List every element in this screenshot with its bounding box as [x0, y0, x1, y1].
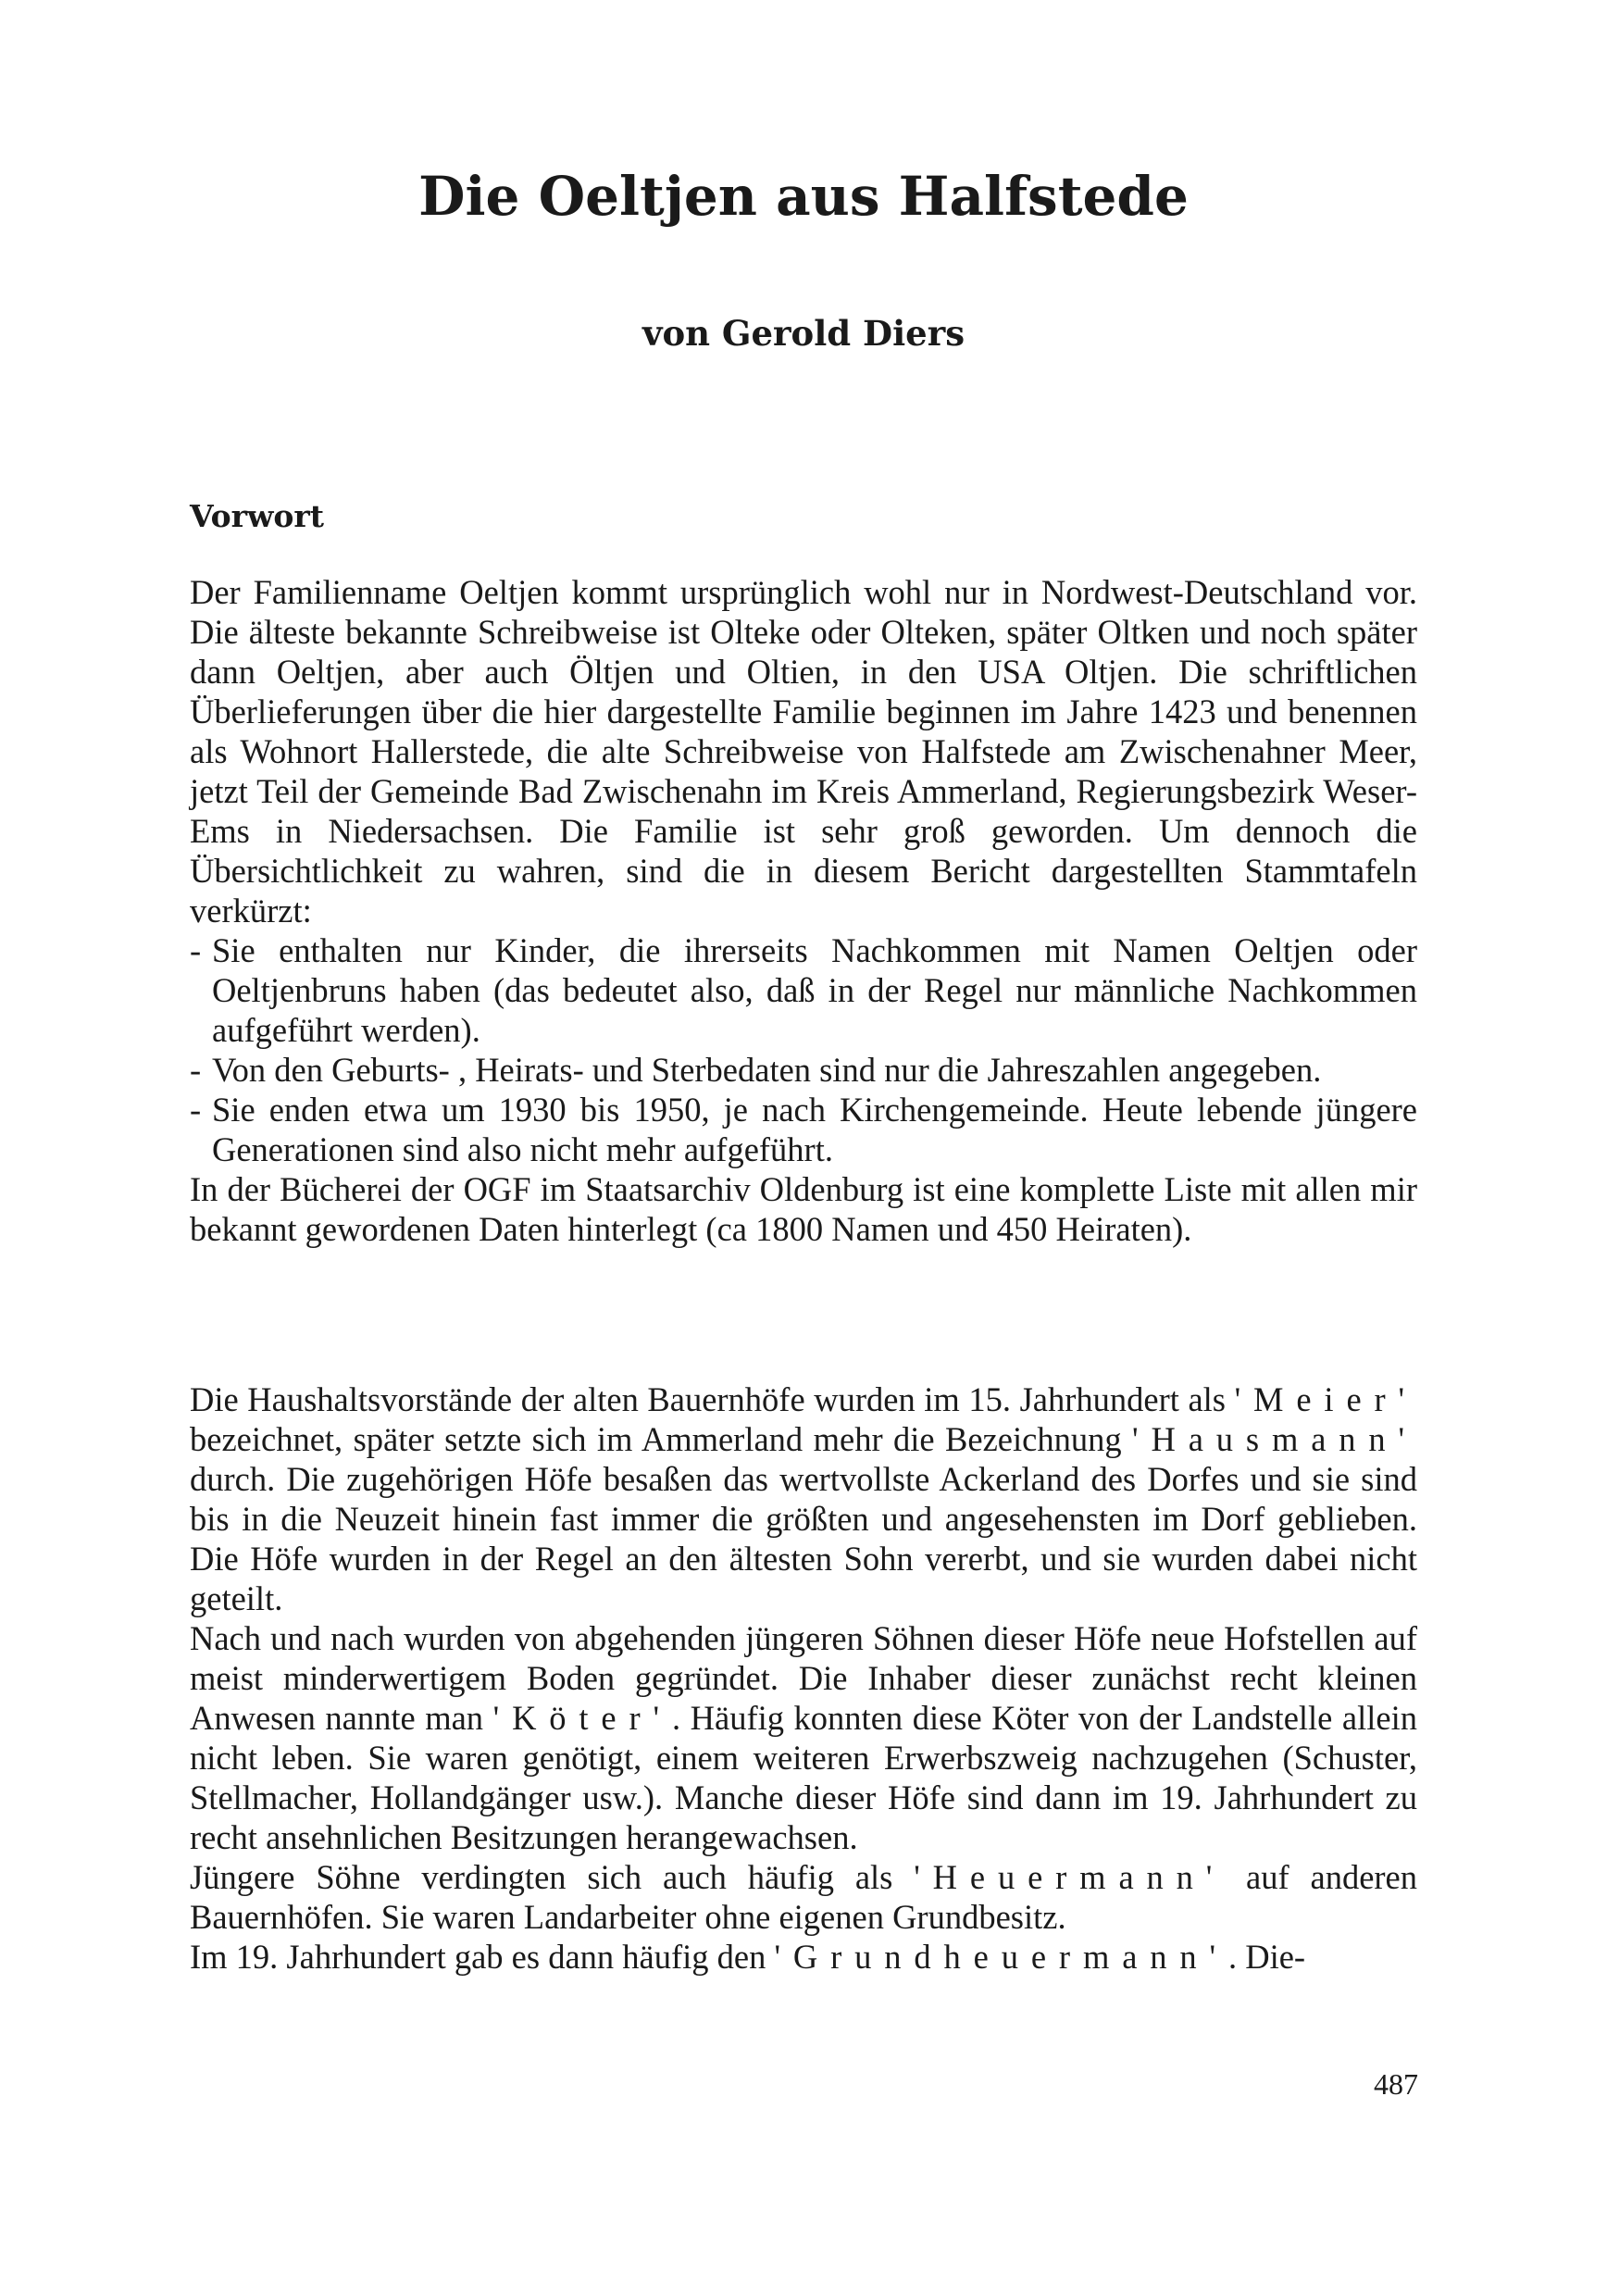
- text-run: Nach und nach wurden von abgehenden jüngeren Söhnen dieser Höfe neue Hofstellen auf meist minderwertigem Boden gegründet. Die Inhaber dieser zunächst recht kleinen Anwesen nannte man: [190, 1619, 1417, 1737]
- bullet-marker: -: [190, 1091, 202, 1129]
- body-paragraph-2: [190, 1618, 1417, 1857]
- term-koeter: 'Köter': [492, 1699, 672, 1737]
- section-heading: Vorwort: [190, 498, 325, 534]
- bullet-text: Von den Geburts- , Heirats- und Sterbedaten sind nur die Jahreszahlen angegeben.: [212, 1051, 1322, 1089]
- article-title: Die Oeltjen aus Halfstede: [418, 165, 1189, 228]
- text-run: Im 19. Jahrhundert gab es dann häufig den: [190, 1938, 766, 1976]
- bullet-text: Sie enthalten nur Kinder, die ihrerseits Nachkommen mit Namen Oeltjen oder Oeltjenbruns haben (das bedeutet also, daß in der Regel nur männliche Nachkommen aufgeführt werden).: [212, 931, 1417, 1049]
- body-paragraph-1: [190, 1379, 1417, 1618]
- list-item: [190, 1090, 1417, 1169]
- text-run: . Die-: [1227, 1938, 1306, 1976]
- text-run: bezeichnet, später setzte sich im Ammerland mehr die Bezeichnung: [190, 1420, 1122, 1458]
- list-item: [190, 1050, 1417, 1090]
- body-paragraph-3: [190, 1857, 1417, 1937]
- text-run: Die Haushaltsvorstände der alten Bauernhöfe wurden im 15. Jahrhundert als: [190, 1380, 1227, 1418]
- list-item: [190, 930, 1417, 1050]
- text-run: durch. Die zugehörigen Höfe besaßen das wertvollste Ackerland des Dorfes und sie sind bis in die Neuzeit hinein fast immer die größten und angesehensten im Dorf geblieben. Die Höfe wurden in der Regel an den ältesten Sohn vererbt, und sie wurden dabei nicht geteilt.: [190, 1460, 1417, 1617]
- text-run: . Häufig konnten diese Köter von der Landstelle allein nicht leben. Sie waren genötigt, einem weiteren Erwerbszweig nachzugehen (Schuster, Stellmacher, Hollandgänger usw.). Manche dieser Höfe sind dann im 19. Jahrhundert zu recht ansehnlichen Besitzungen herangewachsen.: [190, 1699, 1417, 1856]
- preface-section: [190, 572, 1417, 1249]
- term-heuermann: 'Heuermann': [914, 1858, 1226, 1896]
- bullet-marker: -: [190, 931, 202, 969]
- preface-closing-paragraph: In der Bücherei der OGF im Staatsarchiv Oldenburg ist eine komplette Liste mit allen mir bekannt gewordenen Daten hinterlegt (ca 1800 Namen und 450 Heiraten).: [190, 1170, 1417, 1248]
- term-hausmann: 'Hausmann': [1132, 1420, 1417, 1458]
- page-number: 487: [1374, 2067, 1418, 2101]
- term-grundheuermann: 'Grundheuermann': [774, 1938, 1228, 1976]
- preface-intro-paragraph: Der Familienname Oeltjen kommt ursprünglich wohl nur in Nordwest-Deutschland vor. Die älteste bekannte Schreibweise ist Olteke oder Olteken, später Oltken und noch später dann Oeltjen, aber auch Öltjen und Oltien, in den USA Oltjen. Die schriftlichen Überlieferungen über die hier dargestellte Familie beginnen im Jahre 1423 und benennen als Wohnort Hallerstede, die alte Schreibweise von Halfstede am Zwischenahner Meer, jetzt Teil der Gemeinde Bad Zwischenahn im Kreis Ammerland, Regierungsbezirk Weser-Ems in Niedersachsen. Die Familie ist sehr groß geworden. Um dennoch die Übersichtlichkeit zu wahren, sind die in diesem Bericht dargestellten Stammtafeln verkürzt:: [190, 573, 1417, 930]
- bullet-text: Sie enden etwa um 1930 bis 1950, je nach Kirchengemeinde. Heute lebende jüngere Generationen sind also nicht mehr aufgeführt.: [212, 1091, 1417, 1168]
- article-author: von Gerold Diers: [642, 313, 965, 354]
- term-meier: 'Meier': [1234, 1380, 1417, 1418]
- body-paragraph-4: [190, 1937, 1417, 1977]
- bullet-marker: -: [190, 1051, 202, 1089]
- body-text: [190, 1379, 1417, 1977]
- text-run: auf anderen Bauernhöfen. Sie waren Landarbeiter ohne eigenen Grundbesitz.: [190, 1858, 1417, 1936]
- text-run: Jüngere Söhne verdingten sich auch häufig als: [190, 1858, 893, 1896]
